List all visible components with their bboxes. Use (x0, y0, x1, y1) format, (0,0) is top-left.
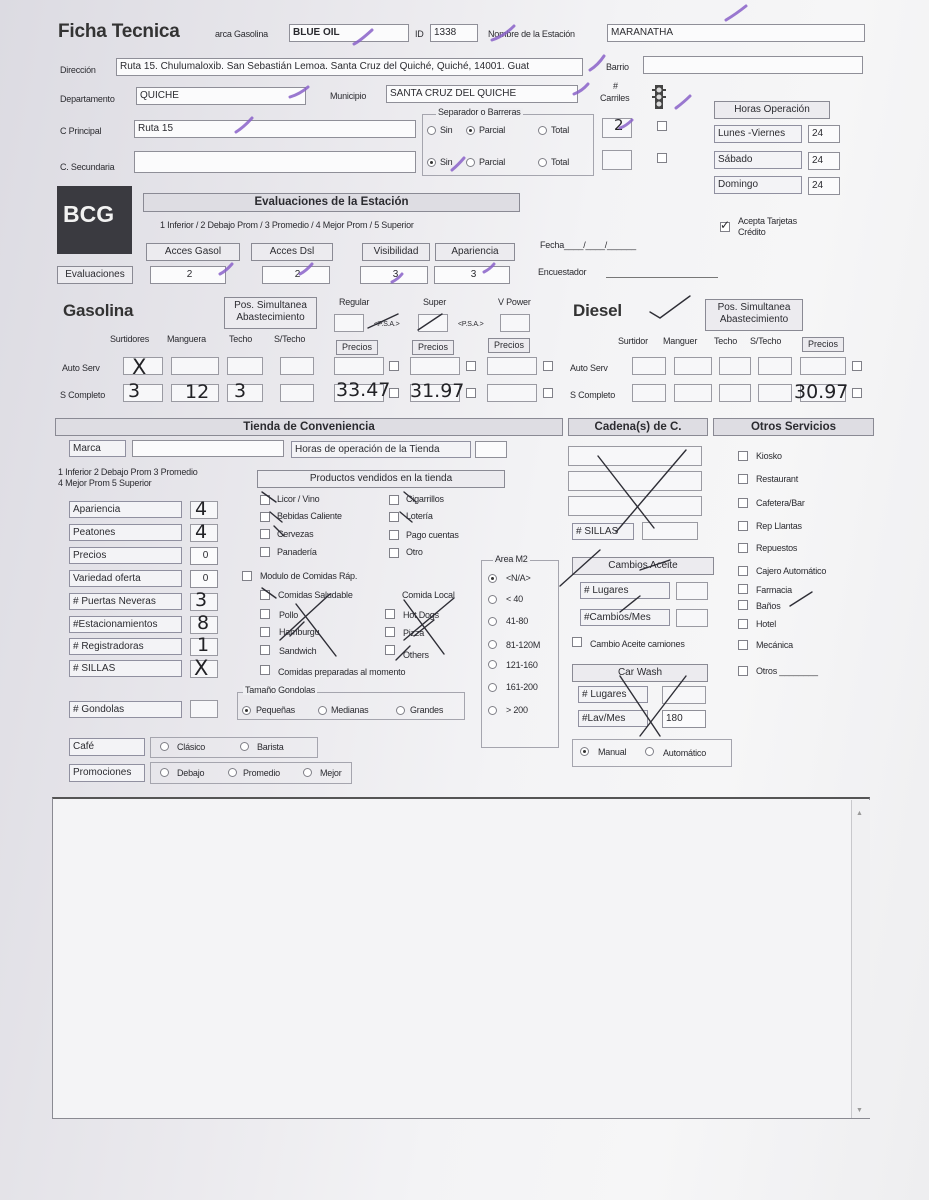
rating-registradoras-value: 1 (197, 634, 210, 656)
ink-check-visibilidad (392, 274, 402, 282)
sep-principal-total-label: Total (551, 125, 570, 135)
producto-otro-label: Otro (406, 547, 423, 557)
separador-label: Separador o Barreras (438, 107, 521, 117)
apariencia-eval-label[interactable]: Apariencia (435, 243, 515, 261)
super-label: Super (423, 297, 447, 307)
car-wash-automatico-label: Automático (663, 748, 707, 758)
ink-check-marca (354, 30, 372, 44)
diesel-abastecimiento-label: Abastecimiento (719, 314, 789, 325)
producto-cigarrillos-label: Cigarrillos (406, 494, 444, 504)
ink-cross-comidas-line1 (280, 594, 330, 640)
marca-gasolina-label: arca Gasolina (215, 29, 268, 39)
rating-sillas-value: X (194, 656, 209, 680)
rating-estacionamientos-value: 8 (197, 612, 210, 634)
ink-stroke-cambios-mes (620, 596, 640, 612)
comida-pollo-label: Pollo (279, 610, 299, 620)
car-wash-button[interactable]: Car Wash (572, 664, 708, 682)
gas-s-completo-label: S Completo (60, 390, 106, 400)
ink-cross-comidas-line2 (296, 604, 336, 656)
rating-variedad-field[interactable]: 0 (190, 570, 218, 588)
promociones-label: Promociones (69, 764, 145, 782)
psa-regular-label: <P.S.A.> (374, 321, 400, 328)
diesel-col-surtidor: Surtidor (618, 336, 648, 346)
ink-check-id (492, 26, 514, 40)
municipio-label: Municipio (330, 91, 367, 101)
ink-stroke-banos (790, 592, 812, 606)
comida-local-label: Comida Local (402, 590, 455, 600)
nombre-estacion-field[interactable]: MARANATHA (607, 24, 865, 42)
precios-vpower-button[interactable]: Precios (488, 338, 530, 353)
id-field[interactable]: 1338 (430, 24, 478, 42)
sep-secundaria-total-label: Total (551, 157, 570, 167)
gasolina-pos-simultanea-label: Pos. Simultanea (234, 300, 307, 311)
producto-panaderia-label: Panadería (277, 547, 317, 557)
tienda-marca-label: Marca (69, 440, 126, 457)
ink-check-nombre (726, 6, 746, 20)
ink-check-direccion (590, 56, 604, 70)
servicio-repuestos-label: Repuestos (756, 543, 798, 553)
sabado-label: Sábado (714, 151, 802, 169)
gasolina-abastecimiento-label: Abastecimiento (236, 312, 305, 323)
c-secundaria-label: C. Secundaria (60, 162, 115, 172)
area-200-label: > 200 (506, 705, 528, 715)
c-principal-field[interactable]: Ruta 15 (134, 120, 416, 138)
ink-stroke-regular-psa (368, 314, 398, 328)
visibilidad-label[interactable]: Visibilidad (362, 243, 430, 261)
domingo-label: Domingo (714, 176, 802, 194)
area-na-label: <N/A> (506, 573, 531, 583)
carriles-label-hash: # (613, 81, 618, 91)
acepta-tarjetas-check-mark: ✓ (720, 218, 730, 232)
departamento-label: Departamento (60, 94, 115, 104)
carriles-principal-value: 2 (614, 116, 624, 134)
diesel-col-techo: Techo (714, 336, 738, 346)
lav-mes-field[interactable]: 180 (662, 710, 706, 728)
ink-check-carriles (676, 96, 690, 108)
acepta-tarjetas-label: Acepta Tarjetas (738, 216, 797, 226)
ink-check-municipio (574, 84, 588, 94)
producto-pago-label: Pago cuentas (406, 530, 459, 540)
servicio-cajero-label: Cajero Automático (756, 566, 827, 576)
ink-check-licor (262, 492, 276, 502)
cadena-sillas-label: # SILLAS (572, 523, 634, 540)
form-title: Ficha Tecnica (58, 21, 180, 42)
apariencia-eval-field[interactable]: 3 (434, 266, 510, 284)
rating-variedad-label: Variedad oferta (69, 570, 182, 587)
acces-gasol-label[interactable]: Acces Gasol (146, 243, 240, 261)
diesel-col-manguer: Manguer (663, 336, 698, 346)
rating-precios-label: Precios (69, 547, 182, 564)
ink-cross-cadena-line2 (616, 450, 686, 532)
cambio-camiones-label: Cambio Aceite camiones (590, 639, 685, 649)
ink-check-sep-sin (452, 158, 464, 170)
ink-check-comidas-saludable (262, 588, 276, 598)
horas-operacion-button[interactable]: Horas Operación (714, 101, 830, 119)
sabado-field[interactable]: 24 (808, 152, 840, 170)
area-label: Area M2 (495, 554, 528, 564)
servicio-mecanica-label: Mecánica (756, 640, 793, 650)
evaluaciones-header: Evaluaciones de la Estación (143, 193, 520, 212)
promo-mejor-label: Mejor (320, 768, 342, 778)
diesel-auto-serv-label: Auto Serv (570, 363, 608, 373)
evaluaciones-scale: 1 Inferior / 2 Debajo Prom / 3 Promedio / 4 Mejor Prom / 5 Superior (160, 220, 414, 230)
servicio-otros-label: Otros ________ (756, 666, 818, 676)
otros-servicios-header: Otros Servicios (713, 418, 874, 436)
rating-peatones-value: 4 (195, 521, 208, 543)
tamano-gondolas-label: Tamaño Gondolas (245, 685, 316, 695)
tamano-pequenas-label: Pequeñas (256, 705, 295, 715)
diesel-col-s-techo: S/Techo (750, 336, 782, 346)
acepta-tarjetas-credito-label: Crédito (738, 227, 766, 237)
rating-estacionamientos-label: #Estacionamientos (69, 616, 182, 633)
col-s-techo: S/Techo (274, 334, 306, 344)
domingo-field[interactable]: 24 (808, 177, 840, 195)
tienda-scale-line1: 1 Inferior 2 Debajo Prom 3 Promedio (58, 467, 198, 477)
marca-gasolina-field[interactable]: BLUE OIL (289, 24, 409, 42)
area-40-label: < 40 (506, 594, 523, 604)
ink-check-apariencia (484, 264, 494, 272)
municipio-field[interactable]: SANTA CRUZ DEL QUICHE (386, 85, 578, 103)
tienda-horas-label: Horas de operación de la Tienda (291, 441, 471, 458)
scroll-down-icon[interactable]: ▼ (856, 1107, 863, 1114)
comida-pizza-label: Pizza (403, 628, 425, 638)
servicio-restaurant-label: Restaurant (756, 474, 799, 484)
precio-diesel-value: 30.97 (794, 381, 849, 403)
direccion-field[interactable]: Ruta 15. Chulumaloxib. San Sebastián Lemoa. Santa Cruz del Quiché, Quiché, 14001. Guat (116, 58, 583, 76)
gas-s-completo-manguera-value: 12 (185, 381, 210, 403)
modulo-comidas-label: Modulo de Comidas Ráp. (260, 571, 358, 581)
col-techo: Techo (229, 334, 253, 344)
aceite-cambios-mes-label: #Cambios/Mes (580, 609, 670, 626)
encuestador-label: Encuestador (538, 267, 587, 277)
cafe-barista-label: Barista (257, 742, 284, 752)
tamano-grandes-label: Grandes (410, 705, 444, 715)
ink-cross-car-wash-line2 (640, 676, 686, 736)
ink-cross-car-wash-line1 (620, 676, 660, 736)
lunes-viernes-field[interactable]: 24 (808, 125, 840, 143)
direccion-label: Dirección (60, 65, 96, 75)
precio-regular-value: 33.47 (336, 379, 391, 401)
acces-dsl-label[interactable]: Acces Dsl (251, 243, 333, 261)
sep-principal-parcial-label: Parcial (479, 125, 506, 135)
ink-check-carriles-value (620, 120, 632, 128)
departamento-field[interactable]: QUICHE (136, 87, 306, 105)
ink-check-acces-gasol (220, 264, 232, 274)
gas-s-completo-surtidores-value: 3 (128, 380, 141, 402)
promo-debajo-label: Debajo (177, 768, 205, 778)
servicio-cafetera-label: Cafetera/Bar (756, 498, 805, 508)
gas-s-completo-techo-value: 3 (234, 380, 247, 402)
c-principal-label: C Principal (60, 126, 102, 136)
cafe-label: Café (69, 738, 145, 756)
servicio-llantas-label: Rep Llantas (756, 521, 802, 531)
ink-check-cervezas (274, 526, 284, 536)
ink-check-departamento (290, 87, 308, 97)
tamano-medianas-label: Medianas (331, 705, 369, 715)
cambios-aceite-button[interactable]: Cambios Aceite (572, 557, 714, 575)
diesel-pos-simultanea-label: Pos. Simultanea (717, 302, 791, 313)
car-wash-lugares-label: # Lugares (578, 686, 648, 703)
ink-check-principal (236, 118, 252, 132)
rating-apariencia-value: 4 (195, 498, 208, 520)
ink-stroke-area-to-aceite (560, 550, 600, 586)
sep-secundaria-sin-label: Sin (440, 157, 453, 167)
ink-check-loteria (400, 512, 412, 522)
nombre-estacion-label: Nombre de la Estación (488, 29, 575, 39)
cafe-clasico-label: Clásico (177, 742, 206, 752)
sep-secundaria-parcial-label: Parcial (479, 157, 506, 167)
lunes-viernes-label: Lunes -Viernes (714, 125, 802, 143)
rating-precios-field[interactable]: 0 (190, 547, 218, 565)
precios-super-button[interactable]: Precios (412, 340, 454, 355)
gas-auto-serv-mark: X (132, 355, 147, 379)
diesel-s-completo-label: S Completo (570, 390, 616, 400)
area-121-160-label: 121-160 (506, 660, 538, 670)
rating-apariencia-label: Apariencia (69, 501, 182, 518)
carriles-label: Carriles (600, 93, 630, 103)
fecha-label: Fecha____/____/______ (540, 240, 636, 250)
col-manguera: Manguera (167, 334, 206, 344)
id-label: ID (415, 29, 424, 39)
gondolas-label: # Gondolas (69, 701, 182, 718)
scroll-up-icon[interactable]: ▲ (856, 810, 863, 817)
cadena-header: Cadena(s) de C. (568, 418, 708, 436)
rating-peatones-label: Peatones (69, 524, 182, 541)
rating-sillas-label: # SILLAS (69, 660, 182, 677)
vpower-label: V Power (498, 297, 531, 307)
producto-bebidas-label: Bebidas Caliente (277, 511, 342, 521)
servicio-farmacia-label: Farmacia (756, 585, 792, 595)
producto-loteria-label: Lotería (406, 511, 433, 521)
area-81-120-label: 81-120M (506, 640, 541, 650)
regular-label: Regular (339, 297, 370, 307)
servicio-hotel-label: Hotel (756, 619, 777, 629)
comidas-saludable-label: Comidas Saludable (278, 590, 353, 600)
lav-mes-label: #Lav/Mes (578, 710, 648, 727)
producto-licor-label: Licor / Vino (277, 494, 320, 504)
rating-puertas-value: 3 (195, 589, 208, 611)
comida-sandwich-label: Sandwich (279, 646, 317, 656)
promo-promedio-label: Promedio (243, 768, 280, 778)
diesel-precios-button[interactable]: Precios (802, 337, 844, 352)
ink-check-bebidas (270, 512, 282, 522)
comida-others-label: Others (403, 650, 429, 660)
productos-vendidos-button[interactable]: Productos vendidos en la tienda (257, 470, 505, 488)
diesel-title: Diesel (573, 301, 622, 320)
ink-check-cambios-aceite (640, 560, 670, 570)
precio-super-value: 31.97 (410, 380, 465, 402)
sep-principal-sin-label: Sin (440, 125, 453, 135)
evaluaciones-button[interactable]: Evaluaciones (57, 266, 133, 284)
rating-registradoras-label: # Registradoras (69, 638, 182, 655)
rating-puertas-label: # Puertas Neveras (69, 593, 182, 610)
visibilidad-field[interactable]: 3 (360, 266, 428, 284)
producto-cervezas-label: Cervezas (277, 529, 314, 539)
ink-stroke-others (396, 646, 410, 660)
precios-regular-button[interactable]: Precios (336, 340, 378, 355)
servicio-kiosko-label: Kiosko (756, 451, 782, 461)
ink-check-cigarrillos (404, 492, 416, 502)
ink-check-diesel (650, 296, 690, 318)
tienda-scale-line2: 4 Mejor Prom 5 Superior (58, 478, 152, 488)
comidas-preparadas-label: Comidas preparadas al momento (278, 667, 406, 677)
comida-hotdogs-label: Hot Dogs (403, 610, 439, 620)
col-surtidores: Surtidores (110, 334, 150, 344)
comida-hamburgu-label: Hamburgu (279, 627, 320, 637)
servicio-banos-label: Baños (756, 601, 781, 611)
tienda-header: Tienda de Conveniencia (55, 418, 563, 436)
ink-check-acces-dsl (300, 264, 312, 274)
area-161-200-label: 161-200 (506, 682, 538, 692)
ink-stroke-super-psa (418, 314, 442, 330)
acces-gasol-field[interactable]: 2 (150, 266, 226, 284)
aceite-lugares-label: # Lugares (580, 582, 670, 599)
car-wash-manual-label: Manual (598, 747, 627, 757)
psa-super-label: <P.S.A.> (458, 321, 484, 328)
area-41-80-label: 41-80 (506, 616, 529, 626)
gas-auto-serv-label: Auto Serv (62, 363, 100, 373)
acces-dsl-field[interactable]: 2 (262, 266, 330, 284)
gasolina-title: Gasolina (63, 301, 134, 320)
barrio-label: Barrio (606, 62, 629, 72)
bcg-logo-text: BCG (63, 201, 115, 227)
ink-cross-cadena-line1 (598, 456, 654, 528)
